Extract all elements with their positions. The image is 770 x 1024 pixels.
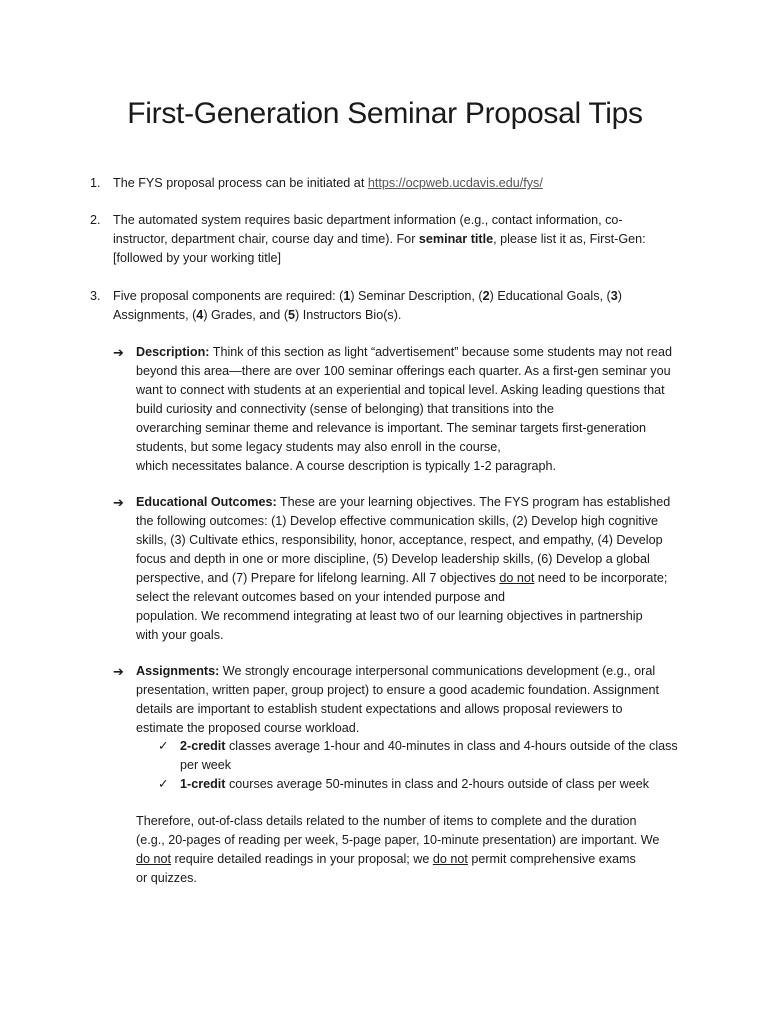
section-line: presentation, written paper, group project) to ensure a good academic foundation. Assignment <box>136 683 659 697</box>
component-number: 5 <box>288 308 296 322</box>
description-section <box>113 343 683 476</box>
seminar-title-emphasis: seminar title <box>418 232 494 246</box>
therefore-paragraph <box>136 812 696 888</box>
item-text: The FYS proposal process can be initiated at <box>113 176 368 190</box>
section-line: focus and depth in one or more discipline, (5) Develop leadership skills, (6) Develop a global <box>136 552 650 566</box>
item-line: , please list it as, First-Gen: <box>493 232 646 246</box>
section-line: beyond this area—there are over 100 seminar offerings each quarter. As a first-gen seminar you <box>136 364 671 378</box>
component-number: 4 <box>196 308 204 322</box>
page-title: First-Generation Seminar Proposal Tips <box>127 97 643 130</box>
check-line: per week <box>180 758 232 772</box>
arrow-icon: ➔ <box>113 345 124 360</box>
assignments-label: Assignments: <box>136 664 220 678</box>
section-line: which necessitates balance. A course description is typically 1-2 paragraph. <box>136 459 557 473</box>
section-line: build curiosity and connectivity (sense of belonging) that transitions into the <box>136 402 554 416</box>
section-line: select the relevant outcomes based on your intended purpose and <box>136 590 505 604</box>
paragraph-line: permit comprehensive exams <box>467 852 636 866</box>
arrow-icon: ➔ <box>113 664 124 679</box>
item-text: ) Seminar Description, ( <box>350 289 483 303</box>
section-line: need to be incorporate; <box>534 571 668 585</box>
item-line: The automated system requires basic department information (e.g., contact information, co- <box>113 213 623 227</box>
item-number: 2. <box>90 213 101 227</box>
check-item-2-credit <box>158 737 698 775</box>
section-line: students, but some legacy students may also enroll in the course, <box>136 440 501 454</box>
checkmark-icon: ✓ <box>158 777 169 791</box>
credit-label: 2-credit <box>180 739 226 753</box>
outcomes-label: Educational Outcomes: <box>136 495 277 509</box>
item-line: instructor, department chair, course day and time). For <box>113 232 419 246</box>
paragraph-line: Therefore, out-of-class details related to the number of items to complete and the duration <box>136 814 637 828</box>
do-not-emphasis: do not <box>432 852 468 866</box>
list-item-3 <box>90 287 690 325</box>
component-number: 2 <box>482 289 490 303</box>
section-line: want to connect with students at an experiential and topical level. Asking leading questions that <box>136 383 665 397</box>
section-line: with your goals. <box>136 628 224 642</box>
list-item-2 <box>90 211 690 268</box>
item-line: [followed by your working title] <box>113 251 281 265</box>
item-text: ) Educational Goals, ( <box>489 289 611 303</box>
section-line: overarching seminar theme and relevance is important. The seminar targets first-generation <box>136 421 647 435</box>
arrow-icon: ➔ <box>113 495 124 510</box>
section-line: perspective, and (7) Prepare for lifelong learning. All 7 objectives <box>136 571 500 585</box>
item-text: ) <box>617 289 622 303</box>
section-line: We strongly encourage interpersonal communications development (e.g., oral <box>219 664 656 678</box>
do-not-emphasis: do not <box>136 852 172 866</box>
section-line: the following outcomes: (1) Develop effective communication skills, (2) Develop high cognitive <box>136 514 658 528</box>
item-text: Five proposal components are required: ( <box>113 289 344 303</box>
outcomes-section <box>113 493 683 645</box>
section-line: Think of this section as light “advertisement” because some students may not read <box>209 345 672 359</box>
check-line: classes average 1-hour and 40-minutes in class and 4-hours outside of the class <box>225 739 678 753</box>
item-text: ) Instructors Bio(s). <box>295 308 402 322</box>
assignments-section <box>113 662 683 738</box>
list-item-1 <box>90 174 690 193</box>
component-number: 3 <box>610 289 618 303</box>
item-text: Assignments, ( <box>113 308 197 322</box>
do-not-emphasis: do not <box>499 571 535 585</box>
paragraph-line: or quizzes. <box>136 871 197 885</box>
paragraph-line: (e.g., 20-pages of reading per week, 5-page paper, 10-minute presentation) are important. We <box>136 833 660 847</box>
description-label: Description: <box>136 345 210 359</box>
paragraph-line: require detailed readings in your proposal; we <box>171 852 433 866</box>
section-line: estimate the proposed course workload. <box>136 721 360 735</box>
section-line: population. We recommend integrating at least two of our learning objectives in partnership <box>136 609 643 623</box>
section-line: These are your learning objectives. The FYS program has established <box>276 495 671 509</box>
check-line: courses average 50-minutes in class and 2-hours outside of class per week <box>225 777 650 791</box>
fys-proposal-link[interactable]: https://ocpweb.ucdavis.edu/fys/ <box>367 176 543 190</box>
credit-label: 1-credit <box>180 777 226 791</box>
component-number: 1 <box>343 289 351 303</box>
check-item-1-credit <box>158 775 698 794</box>
section-line: details are important to establish student expectations and allows proposal reviewers to <box>136 702 623 716</box>
section-line: skills, (3) Cultivate ethics, responsibility, honor, acceptance, respect, and empathy, (4) Develop <box>136 533 663 547</box>
item-number: 3. <box>90 289 101 303</box>
item-text: ) Grades, and ( <box>203 308 289 322</box>
item-number: 1. <box>90 176 101 190</box>
checkmark-icon: ✓ <box>158 739 169 753</box>
